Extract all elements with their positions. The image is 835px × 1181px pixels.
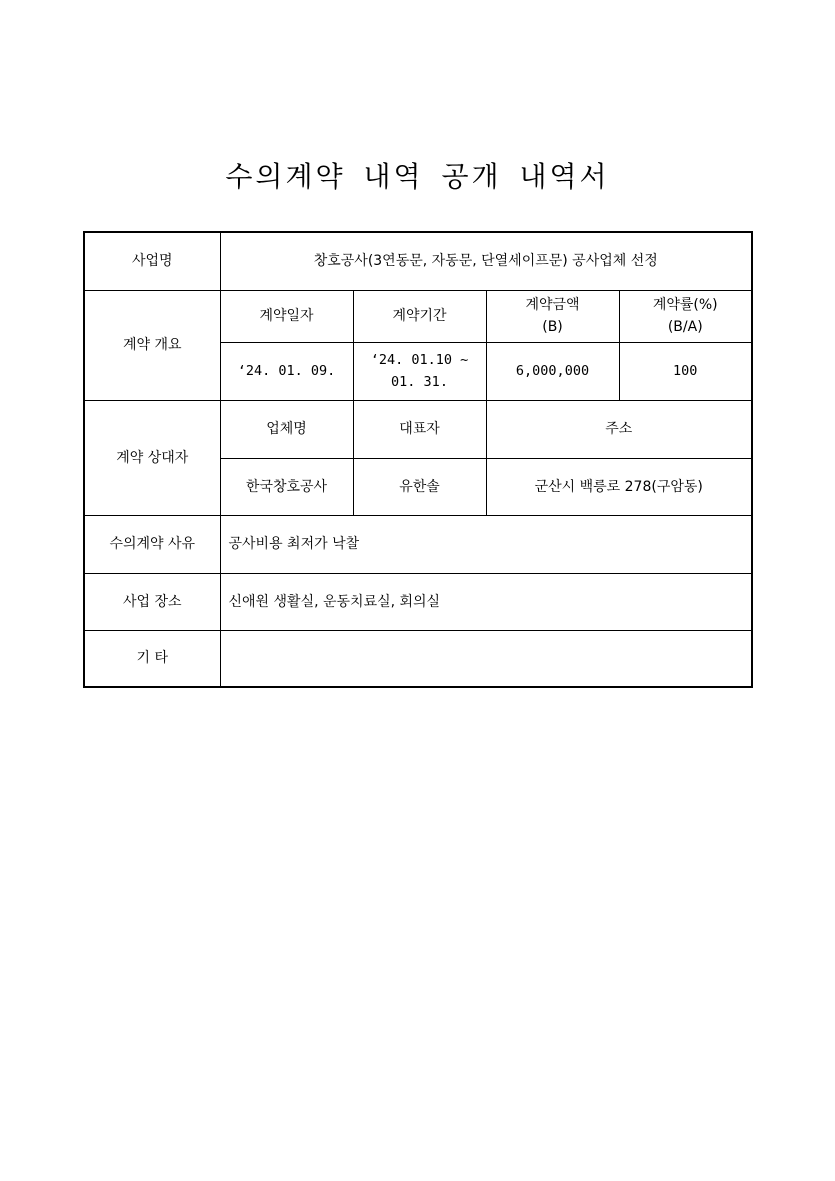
contract-period-line2: 01. 31. — [391, 374, 448, 390]
overview-header-row — [84, 290, 752, 342]
project-label: 사업명 — [84, 232, 220, 290]
etc-value — [220, 630, 752, 687]
etc-row — [84, 630, 752, 687]
project-row — [84, 232, 752, 290]
company-header: 업체명 — [220, 400, 353, 458]
location-label: 사업 장소 — [84, 573, 220, 630]
reason-row — [84, 515, 752, 573]
contract-rate-value: 100 — [619, 342, 752, 400]
representative-header: 대표자 — [353, 400, 486, 458]
contract-period-line1: ‘24. 01.10 ~ — [370, 352, 469, 368]
contract-rate-header-line2: (B/A) — [667, 319, 703, 335]
project-value: 창호공사(3연동문, 자동문, 단열세이프문) 공사업체 선정 — [220, 232, 752, 290]
contract-amount-header-line1: 계약금액 — [525, 297, 580, 313]
document-title: 수의계약 내역 공개 내역서 — [225, 160, 610, 193]
representative-value: 유한솔 — [353, 458, 486, 515]
address-header: 주소 — [486, 400, 752, 458]
overview-label: 계약 개요 — [84, 290, 220, 400]
counterparty-label: 계약 상대자 — [84, 400, 220, 515]
location-row — [84, 573, 752, 630]
contract-date-header: 계약일자 — [220, 290, 353, 342]
contract-amount-header-line2: (B) — [542, 319, 563, 335]
contract-period-header: 계약기간 — [353, 290, 486, 342]
counterparty-header-row — [84, 400, 752, 458]
company-value: 한국창호공사 — [220, 458, 353, 515]
contract-rate-header — [619, 290, 752, 342]
reason-value: 공사비용 최저가 낙찰 — [220, 515, 752, 573]
etc-label: 기 타 — [84, 630, 220, 687]
contract-amount-value: 6,000,000 — [486, 342, 619, 400]
contract-period-value — [353, 342, 486, 400]
address-value: 군산시 백릉로 278(구암동) — [486, 458, 752, 515]
location-value: 신애원 생활실, 운동치료실, 회의실 — [220, 573, 752, 630]
contract-amount-header — [486, 290, 619, 342]
reason-label: 수의계약 사유 — [84, 515, 220, 573]
contract-rate-header-line1: 계약률(%) — [652, 297, 718, 313]
contract-disclosure-table — [83, 231, 753, 688]
contract-date-value: ‘24. 01. 09. — [220, 342, 353, 400]
